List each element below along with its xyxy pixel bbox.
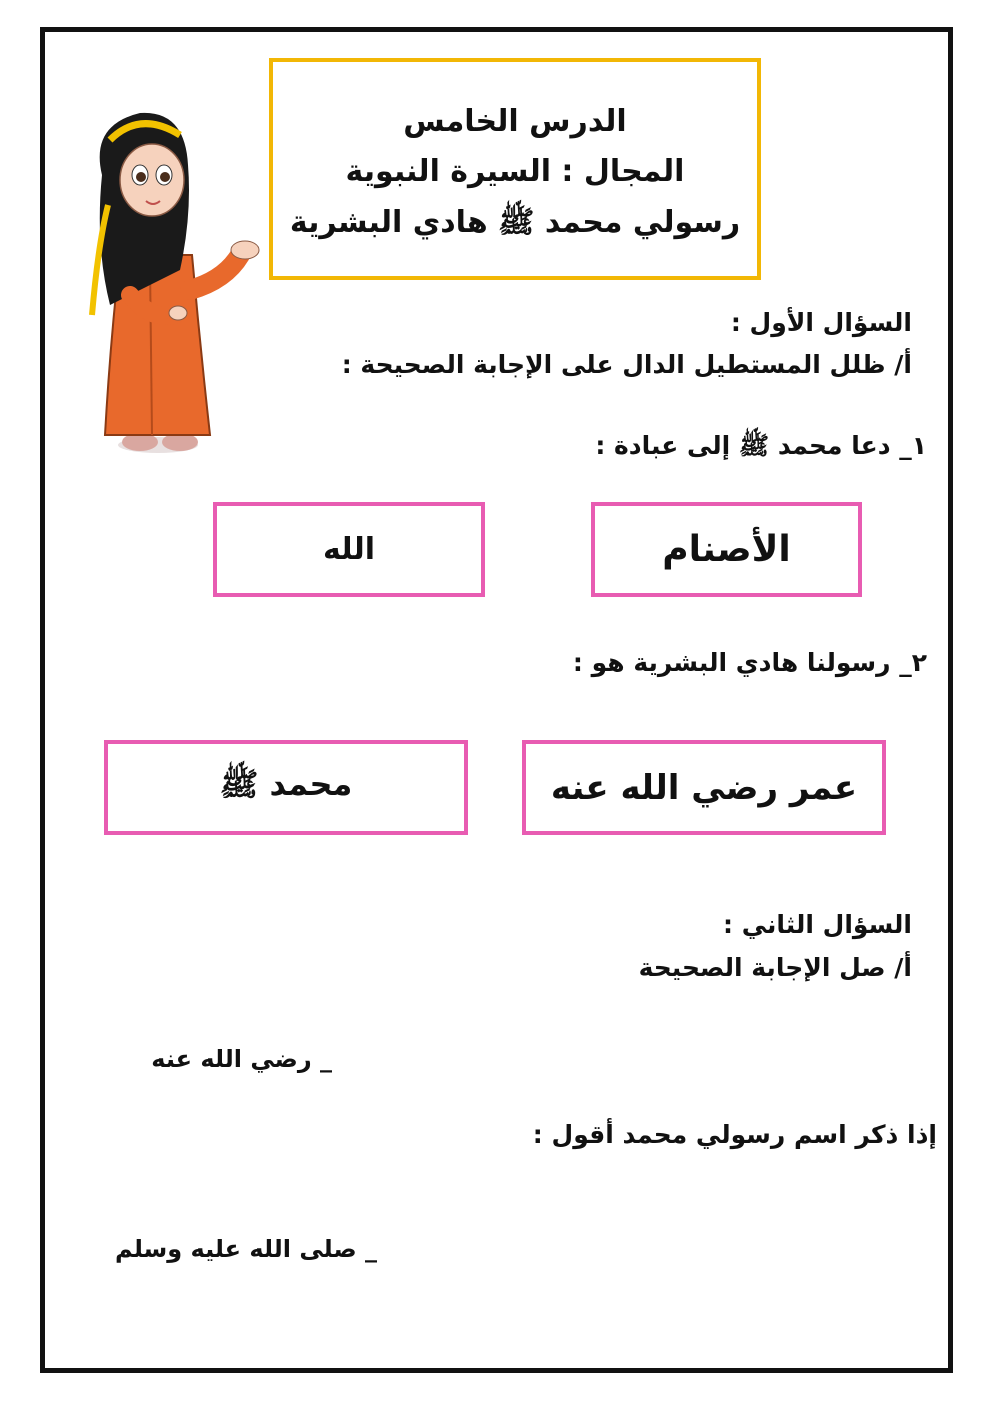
choice-allah-label: الله bbox=[323, 532, 375, 567]
match-option-2[interactable]: _ صلى الله عليه وسلم bbox=[115, 1235, 377, 1263]
domain-line: المجال : السيرة النبوية bbox=[345, 154, 685, 189]
choice-omar-label: عمر رضي الله عنه bbox=[550, 767, 858, 808]
q2-heading: السؤال الثاني : bbox=[723, 910, 912, 939]
choice-muhammad-label: محمد ﷺ bbox=[219, 764, 353, 803]
q1-item1-prompt: ١_ دعا محمد ﷺ إلى عبادة : bbox=[595, 431, 927, 460]
title-box bbox=[269, 58, 761, 280]
q1-heading: السؤال الأول : bbox=[730, 308, 912, 337]
q1-instruction: أ/ ظلل المستطيل الدال على الإجابة الصحيحة : bbox=[341, 350, 912, 379]
q2-instruction: أ/ صل الإجابة الصحيحة bbox=[638, 953, 912, 982]
choice-idols-label: الأصنام bbox=[662, 529, 791, 570]
topic-line: رسولي محمد ﷺ هادي البشرية bbox=[289, 205, 741, 240]
lesson-title: الدرس الخامس bbox=[403, 104, 627, 139]
q2-prompt[interactable]: إذا ذكر اسم رسولي محمد أقول : bbox=[532, 1120, 937, 1149]
q1-item2-prompt: ٢_ رسولنا هادي البشرية هو : bbox=[572, 648, 927, 677]
choice-omar[interactable] bbox=[522, 740, 886, 835]
girl-illustration bbox=[80, 105, 265, 460]
match-option-1[interactable]: _ رضي الله عنه bbox=[151, 1045, 332, 1073]
choice-muhammad[interactable] bbox=[104, 740, 468, 835]
choice-idols[interactable] bbox=[591, 502, 862, 597]
choice-allah[interactable] bbox=[213, 502, 485, 597]
